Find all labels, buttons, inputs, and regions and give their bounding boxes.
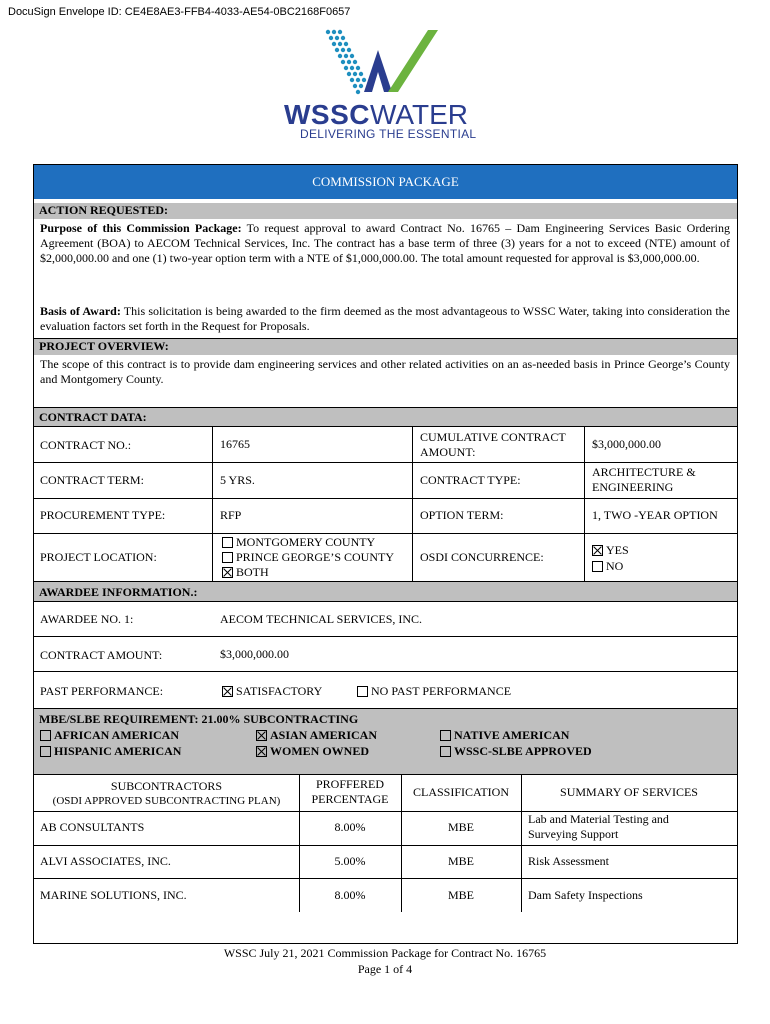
mbe-column-2 bbox=[256, 727, 377, 759]
checkbox-checked-icon[interactable] bbox=[592, 545, 603, 556]
action-requested-heading: ACTION REQUESTED: bbox=[34, 203, 737, 219]
wssc-w-mark-icon bbox=[280, 28, 490, 108]
table-row-2-summary: Risk Assessment bbox=[528, 854, 610, 868]
past-performance-none[interactable]: NO PAST PERFORMANCE bbox=[357, 684, 511, 699]
contract-term-value: 5 YRS. bbox=[220, 473, 255, 487]
mbe-option-wssc-slbe-approved[interactable]: WSSC-SLBE APPROVED bbox=[440, 743, 592, 759]
option-term-value: 1, TWO -YEAR OPTION bbox=[592, 508, 718, 522]
contract-no-value: 16765 bbox=[220, 437, 250, 451]
subcontractors-header: SUBCONTRACTORS (OSDI APPROVED SUBCONTRACTING PLAN) bbox=[52, 779, 281, 807]
purpose-label: Purpose of this Commission Package: bbox=[40, 221, 242, 235]
checkbox-unchecked-icon[interactable] bbox=[40, 730, 51, 741]
contract-no-label: CONTRACT NO.: bbox=[40, 438, 132, 452]
checkbox-unchecked-icon[interactable] bbox=[222, 537, 233, 548]
awardee-information-heading: AWARDEE INFORMATION.: bbox=[34, 581, 737, 601]
awardee-name: AECOM TECHNICAL SERVICES, INC. bbox=[220, 612, 423, 626]
project-overview-text: The scope of this contract is to provide dam engineering services and other related activities on an as-needed basis in Prince George’s County and Montgomery County. bbox=[40, 357, 730, 386]
osdi-concurrence-options bbox=[592, 542, 629, 574]
contract-type-label: CONTRACT TYPE: bbox=[420, 473, 521, 487]
contract-amount-label: CONTRACT AMOUNT: bbox=[40, 648, 163, 662]
basis-text: This solicitation is being awarded to the firm deemed as the most advantageous to WSSC Water, taking into consideration the evaluation factors set forth in the Request for Proposals. bbox=[40, 304, 730, 333]
checkbox-unchecked-icon[interactable] bbox=[222, 552, 233, 563]
contract-term-label: CONTRACT TERM: bbox=[40, 473, 144, 487]
mbe-option-asian-american[interactable]: ASIAN AMERICAN bbox=[256, 727, 377, 743]
contract-data-heading: CONTRACT DATA: bbox=[34, 407, 737, 426]
checkbox-checked-icon[interactable] bbox=[256, 730, 267, 741]
location-option-both[interactable]: BOTH bbox=[222, 565, 394, 580]
commission-package-table bbox=[33, 164, 738, 944]
mbe-option-native-american[interactable]: NATIVE AMERICAN bbox=[440, 727, 592, 743]
basis-paragraph bbox=[40, 304, 730, 334]
brand-name-bold: WSSC bbox=[284, 99, 370, 130]
checkbox-unchecked-icon[interactable] bbox=[440, 730, 451, 741]
mbe-option-women-owned[interactable]: WOMEN OWNED bbox=[256, 743, 377, 759]
past-performance-satisfactory[interactable]: SATISFACTORY bbox=[222, 684, 322, 699]
mbe-option-hispanic-american[interactable]: HISPANIC AMERICAN bbox=[40, 743, 181, 759]
table-row-2-name: ALVI ASSOCIATES, INC. bbox=[40, 854, 171, 868]
awardee-no-label: AWARDEE NO. 1: bbox=[40, 612, 134, 626]
checkbox-unchecked-icon[interactable] bbox=[40, 746, 51, 757]
cumulative-amount-value: $3,000,000.00 bbox=[592, 437, 661, 451]
footer-page-number: Page 1 of 4 bbox=[357, 962, 413, 976]
table-row-1-summary: Lab and Material Testing and Surveying Support bbox=[528, 812, 669, 841]
basis-label: Basis of Award: bbox=[40, 304, 121, 318]
purpose-paragraph bbox=[40, 221, 730, 266]
proffered-percentage-header: PROFFERED PERCENTAGE bbox=[311, 777, 389, 806]
osdi-option-yes[interactable]: YES bbox=[592, 542, 629, 558]
osdi-concurrence-label: OSDI CONCURRENCE: bbox=[420, 550, 544, 564]
mbe-column-3 bbox=[440, 727, 592, 759]
table-row-1-percentage: 8.00% bbox=[334, 820, 366, 834]
contract-type-value: ARCHITECTURE & ENGINEERING bbox=[592, 465, 696, 494]
classification-header: CLASSIFICATION bbox=[412, 785, 509, 799]
checkbox-checked-icon[interactable] bbox=[256, 746, 267, 757]
table-row-1-classification: MBE bbox=[447, 820, 474, 834]
table-row-1-name: AB CONSULTANTS bbox=[40, 820, 145, 834]
checkbox-checked-icon[interactable] bbox=[222, 567, 233, 578]
checkbox-unchecked-icon[interactable] bbox=[357, 686, 368, 697]
osdi-option-no[interactable]: NO bbox=[592, 558, 629, 574]
docusign-envelope-id: DocuSign Envelope ID: CE4E8AE3-FFB4-4033-AE54-0BC2168F0657 bbox=[8, 6, 351, 18]
procurement-type-value: RFP bbox=[220, 508, 242, 522]
past-performance-label: PAST PERFORMANCE: bbox=[40, 684, 164, 698]
mbe-option-african-american[interactable]: AFRICAN AMERICAN bbox=[40, 727, 181, 743]
table-row-3-name: MARINE SOLUTIONS, INC. bbox=[40, 888, 187, 902]
table-row-3-summary: Dam Safety Inspections bbox=[528, 888, 643, 902]
cumulative-amount-label: CUMULATIVE CONTRACT AMOUNT: bbox=[420, 430, 566, 459]
checkbox-unchecked-icon[interactable] bbox=[440, 746, 451, 757]
page-title: COMMISSION PACKAGE bbox=[34, 165, 737, 199]
summary-of-services-header: SUMMARY OF SERVICES bbox=[560, 785, 698, 799]
project-location-label: PROJECT LOCATION: bbox=[40, 550, 157, 564]
table-row-3-classification: MBE bbox=[447, 888, 474, 902]
purpose-text: To request approval to award Contract No. 16765 – Dam Engineering Services Basic Ordering Agreement (BOA) to AECOM Technical Services, Inc. The contract has a base term of three (3) years for a not to exceed (NTE) amount of $2,000,000.00 and one (1) two-year option term with a NTE of $1,000,000.00. The total amount requested for approval is $3,000,000.00. bbox=[40, 221, 730, 265]
footer-line-1: WSSC July 21, 2021 Commission Package for Contract No. 16765 bbox=[223, 946, 547, 960]
mbe-requirement-heading: MBE/SLBE REQUIREMENT: 21.00% SUBCONTRACTING bbox=[39, 712, 359, 726]
table-row-2-percentage: 5.00% bbox=[334, 854, 366, 868]
brand-name-light: WATER bbox=[370, 99, 468, 130]
project-location-options bbox=[222, 535, 394, 580]
brand-tagline: DELIVERING THE ESSENTIAL bbox=[300, 127, 477, 141]
table-row-2-classification: MBE bbox=[447, 854, 474, 868]
contract-amount-value: $3,000,000.00 bbox=[220, 647, 289, 661]
location-option-prince-georges[interactable]: PRINCE GEORGE’S COUNTY bbox=[222, 550, 394, 565]
project-overview-heading: PROJECT OVERVIEW: bbox=[34, 338, 737, 355]
procurement-type-label: PROCUREMENT TYPE: bbox=[40, 508, 166, 522]
mbe-column-1 bbox=[40, 727, 181, 759]
checkbox-unchecked-icon[interactable] bbox=[592, 561, 603, 572]
location-option-montgomery[interactable]: MONTGOMERY COUNTY bbox=[222, 535, 394, 550]
table-row-3-percentage: 8.00% bbox=[334, 888, 366, 902]
option-term-label: OPTION TERM: bbox=[420, 508, 504, 522]
checkbox-checked-icon[interactable] bbox=[222, 686, 233, 697]
